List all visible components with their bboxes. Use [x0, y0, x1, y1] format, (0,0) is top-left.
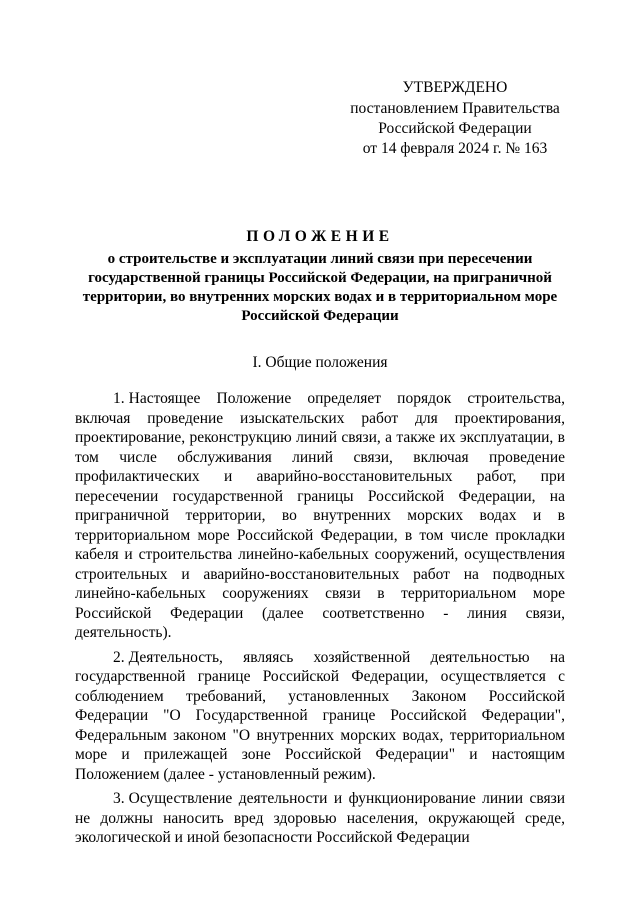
- document-body: [75, 389, 565, 853]
- approval-line-3: от 14 февраля 2024 г. № 163: [362, 140, 548, 157]
- approval-line-2: Российской Федерации: [378, 120, 532, 137]
- paragraph-2: [75, 648, 565, 785]
- paragraph-1: [75, 389, 565, 643]
- paragraph-text: Осуществление деятельности и функционирование линии связи не должны наносить вред здоровью населения, окружающей среде, экологической и иной безопасности Российской Федерации: [75, 790, 565, 846]
- paragraph-number: 2.: [113, 648, 125, 666]
- paragraph-3: [75, 789, 565, 848]
- paragraph-number: 1.: [113, 390, 125, 407]
- paragraph-text: Настоящее Положение определяет порядок строительства, включая проведение изыскательских работ для проектирования, проектирование, реконструкцию линий связи, а также их эксплуатации, в том числе обслуживания линий связи, включая проведение профилактических и аварийно-восстановительных работ, при пересечении государственной границы Российской Федерации, на приграничной территории, во внутренних морских водах и в территориальном море Российской Федерации, в том числе прокладки кабеля и строительства линейно-кабельных сооружений, осуществления строительных и аварийно-восстановительных работ на подводных линейно-кабельных сооружениях связи в территориальном море Российской Федерации (далее соответственно - линия связи, деятельность).: [75, 390, 565, 641]
- document-title: ПОЛОЖЕНИЕ: [246, 228, 394, 245]
- document-subtitle: о строительстве и эксплуатации линий связи при пересечении государственной границы Российской Федерации, на приграничной территории, во внутренних морских водах и в территориальном море Российской Федерации: [82, 251, 558, 324]
- approval-stamp: [330, 78, 580, 159]
- section-heading: I. Общие положения: [252, 354, 388, 371]
- approval-heading: УТВЕРЖДЕНО: [402, 79, 508, 96]
- approval-line-1: постановлением Правительства: [350, 100, 560, 117]
- paragraph-text: Деятельность, являясь хозяйственной деятельностью на государственной границе Российской Федерации, осуществляется с соблюдением требований, установленных Законом Российской Федерации "О Государственной границе Российской Федерации", Федеральным законом "О внутренних морских водах, территориальном море и прилежащей зоне Российской Федерации" и настоящим Положением (далее - установленный режим).: [75, 648, 565, 783]
- paragraph-number: 3.: [113, 790, 125, 807]
